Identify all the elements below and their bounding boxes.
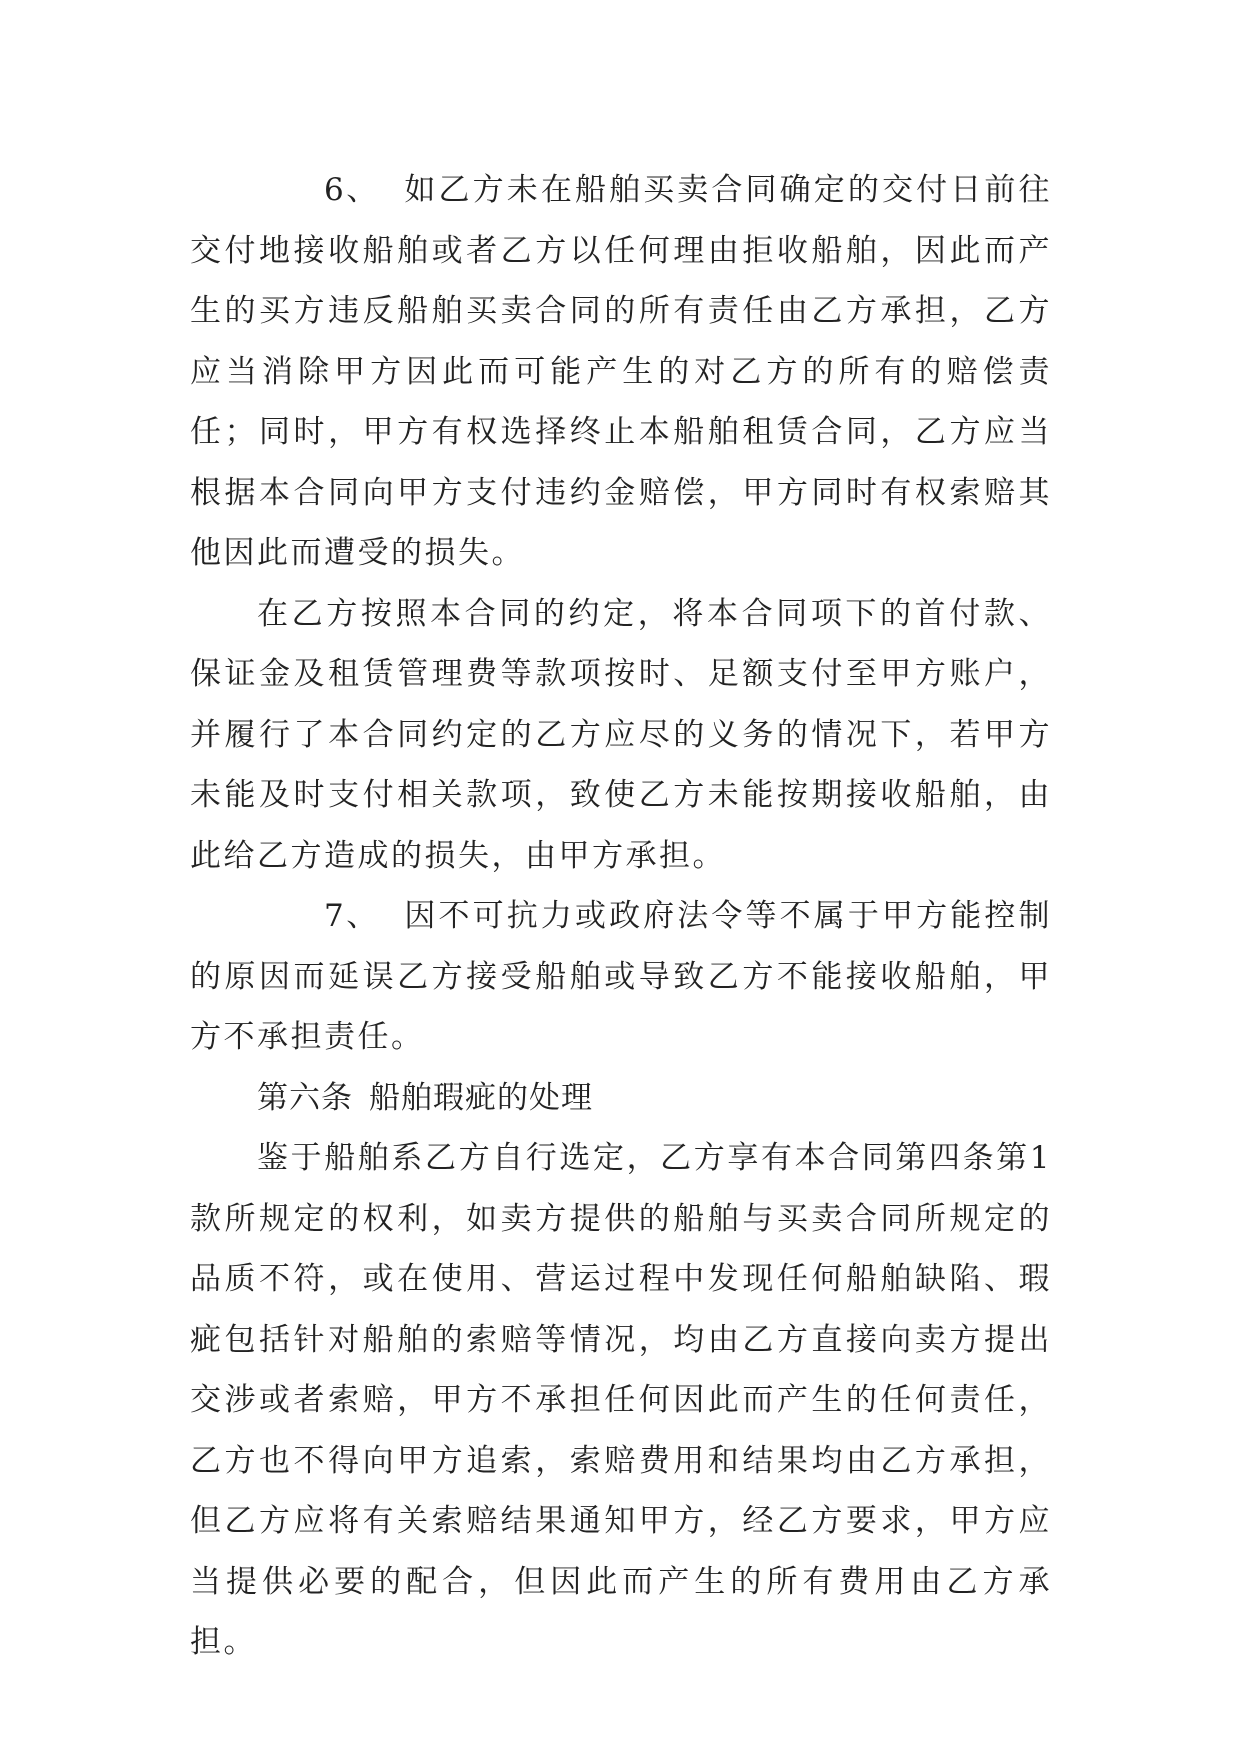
clause-6-supplement-text: 在乙方按照本合同的约定，将本合同项下的首付款、保证金及租赁管理费等款项按时、足额支付至甲方账户，并履行了本合同约定的乙方应尽的义务的情况下，若甲方未能及时支付相关款项，致使乙方未能按期接收船舶，由此给乙方造成的损失，由甲方承担。 [190,595,1052,874]
article-6-body-paragraph [190,1128,1052,1673]
clause-6-number: 6、 [324,172,380,208]
clause-7-paragraph [190,886,1052,1068]
article-6-label: 第六条 [257,1079,353,1116]
clause-7-text: 因不可抗力或政府法令等不属于甲方能控制的原因而延误乙方接受船舶或导致乙方不能接收船舶，甲方不承担责任。 [190,898,1052,1055]
clause-7-number: 7、 [324,898,380,934]
clause-6-supplement-paragraph [190,584,1052,887]
clause-6-text: 如乙方未在船舶买卖合同确定的交付日前往交付地接收船舶或者乙方以任何理由拒收船舶，因此而产生的买方违反船舶买卖合同的所有责任由乙方承担，乙方应当消除甲方因此而可能产生的对乙方的所有的赔偿责任；同时，甲方有权选择终止本船舶租赁合同，乙方应当根据本合同向甲方支付违约金赔偿，甲方同时有权索赔其他因此而遭受的损失。 [190,172,1052,571]
article-6-title: 船舶瑕疵的处理 [369,1079,593,1116]
document-body [190,160,1052,1673]
article-6-body-text: 鉴于船舶系乙方自行选定，乙方享有本合同第四条第1款所规定的权利，如卖方提供的船舶与买卖合同所规定的品质不符，或在使用、营运过程中发现任何船舶缺陷、瑕疵包括针对船舶的索赔等情况，均由乙方直接向卖方提出交涉或者索赔，甲方不承担任何因此而产生的任何责任，乙方也不得向甲方追索，索赔费用和结果均由乙方承担，但乙方应将有关索赔结果通知甲方，经乙方要求，甲方应当提供必要的配合，但因此而产生的所有费用由乙方承担。 [190,1140,1052,1660]
clause-6-paragraph [190,160,1052,584]
article-6-heading [190,1068,1052,1129]
